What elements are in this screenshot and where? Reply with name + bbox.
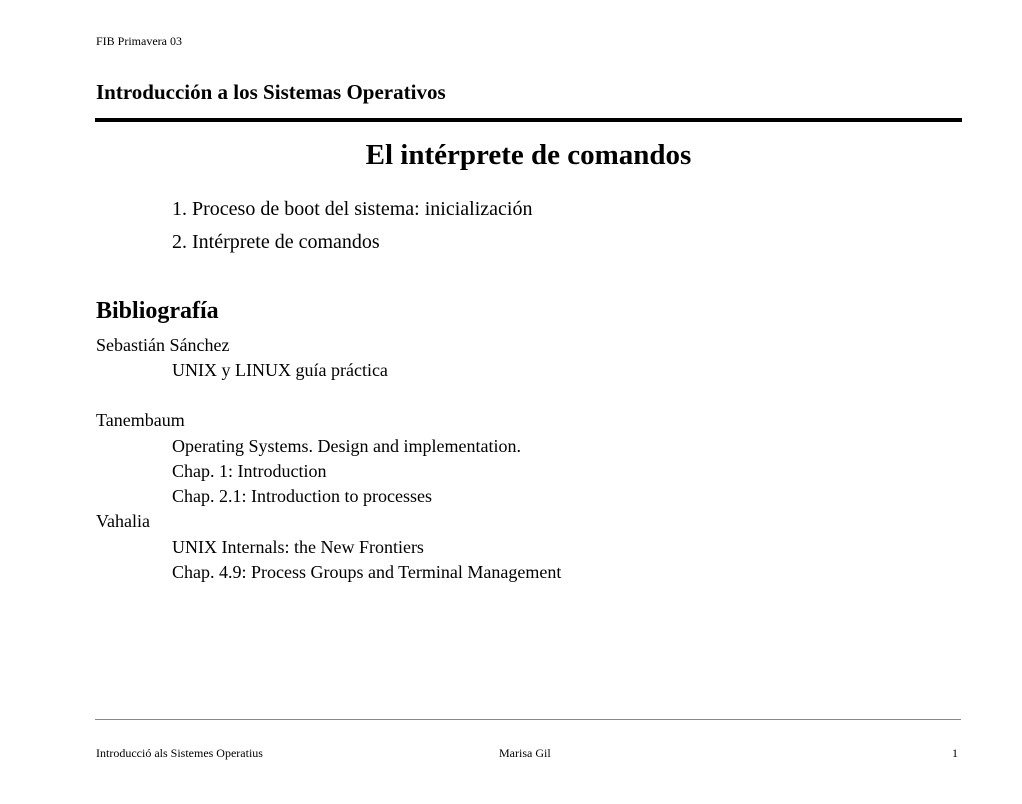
bib-entry: Chap. 2.1: Introduction to processes <box>172 486 432 506</box>
bib-entry: UNIX Internals: the New Frontiers <box>172 537 424 557</box>
bib-entry: Chap. 4.9: Process Groups and Terminal Management <box>172 562 562 582</box>
course-title: Introducción a los Sistemas Operativos <box>96 80 446 104</box>
agenda-item-2: 2. Intérprete de comandos <box>172 231 380 253</box>
footer-course: Introducció als Sistemes Operatius <box>96 746 263 760</box>
bibliography-heading: Bibliografía <box>96 298 219 324</box>
agenda-item-1: 1. Proceso de boot del sistema: inicialización <box>172 198 533 220</box>
footer-divider <box>95 719 961 720</box>
bib-author-tanembaum: Tanembaum <box>96 410 185 430</box>
footer-author: Marisa Gil <box>499 746 551 760</box>
bib-author-vahalia: Vahalia <box>96 511 150 531</box>
bib-entry: Operating Systems. Design and implementation. <box>172 436 521 456</box>
header-divider <box>95 118 962 122</box>
bib-author-sanchez: Sebastián Sánchez <box>96 335 230 355</box>
bib-entry: Chap. 1: Introduction <box>172 461 327 481</box>
slide-title: El intérprete de comandos <box>365 139 692 171</box>
bib-entry: UNIX y LINUX guía práctica <box>172 360 388 380</box>
footer-page-number: 1 <box>952 746 958 760</box>
header-top-label: FIB Primavera 03 <box>96 34 182 48</box>
